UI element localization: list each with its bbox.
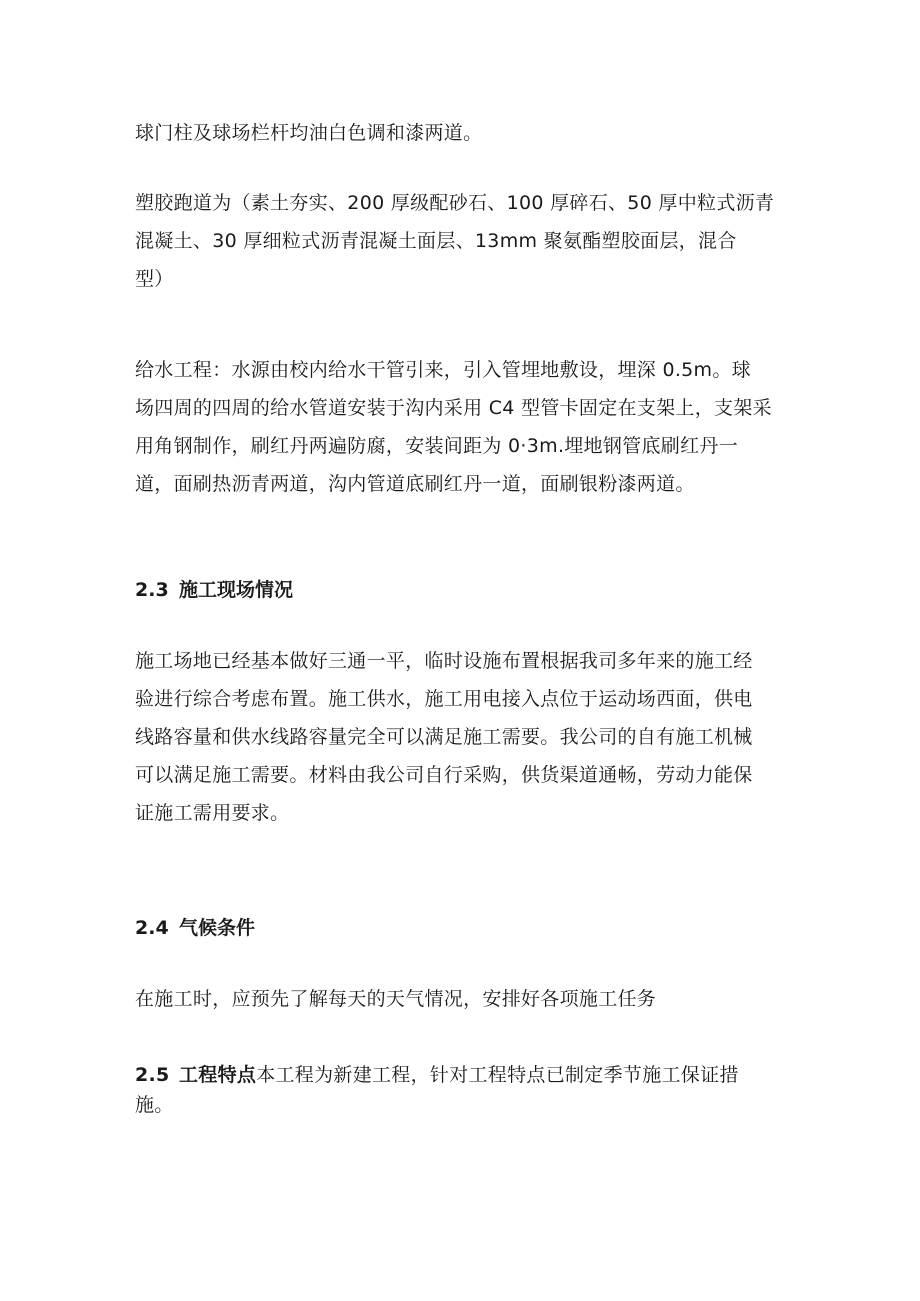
section-number: 2.4 <box>135 917 169 939</box>
paragraph-running-track <box>135 184 815 298</box>
section-title: 施工现场情况 <box>179 579 294 601</box>
text-line: 证施工需用要求。 <box>135 802 290 824</box>
section-2-5-line-1 <box>135 1056 815 1094</box>
text-line: 给水工程：水源由校内给水干管引来，引入管埋地敷设，埋深 0.5m。球 <box>135 359 751 381</box>
section-text: 本工程为新建工程，针对工程特点已制定季节施工保证措 <box>256 1064 739 1086</box>
section-2-5 <box>135 1056 815 1124</box>
section-heading-2-4 <box>135 909 255 947</box>
section-number: 2.3 <box>135 579 169 601</box>
text-line: 用角钢制作，刷红丹两遍防腐，安装间距为 0·3m.埋地钢管底刷红丹一 <box>135 435 739 457</box>
text-line: 验进行综合考虑布置。施工供水，施工用电接入点位于运动场西面，供电 <box>135 688 753 710</box>
text-line: 塑胶跑道为（素土夯实、200 厚级配砂石、100 厚碎石、50 厚中粒式沥青 <box>135 192 775 214</box>
paragraph-goalposts <box>135 114 815 152</box>
section-title: 工程特点 <box>179 1064 257 1086</box>
section-title: 气候条件 <box>179 917 256 939</box>
text-line: 在施工时，应预先了解每天的天气情况，安排好各项施工任务 <box>135 988 657 1010</box>
text-line: 混凝土、30 厚细粒式沥青混凝土面层、13mm 聚氨酯塑胶面层，混合 <box>135 230 737 252</box>
text-line: 型） <box>135 268 174 290</box>
paragraph-site-conditions <box>135 642 815 832</box>
text-line: 场四周的四周的给水管道安装于沟内采用 C4 型管卡固定在支架上，支架采 <box>135 397 772 419</box>
paragraph-water-supply <box>135 351 815 503</box>
text-line: 线路容量和供水线路容量完全可以满足施工需要。我公司的自有施工机械 <box>135 726 753 748</box>
paragraph-weather <box>135 980 815 1018</box>
text-line: 球门柱及球场栏杆均油白色调和漆两道。 <box>135 122 483 144</box>
section-2-5-line-2: 施。 <box>135 1094 174 1116</box>
section-number: 2.5 <box>135 1064 170 1086</box>
text-line: 施工场地已经基本做好三通一平，临时设施布置根据我司多年来的施工经 <box>135 650 753 672</box>
section-heading-2-3 <box>135 571 293 609</box>
text-line: 道，面刷热沥青两道，沟内管道底刷红丹一道，面刷银粉漆两道。 <box>135 473 695 495</box>
text-line: 可以满足施工需要。材料由我公司自行采购，供货渠道通畅，劳动力能保 <box>135 764 753 786</box>
